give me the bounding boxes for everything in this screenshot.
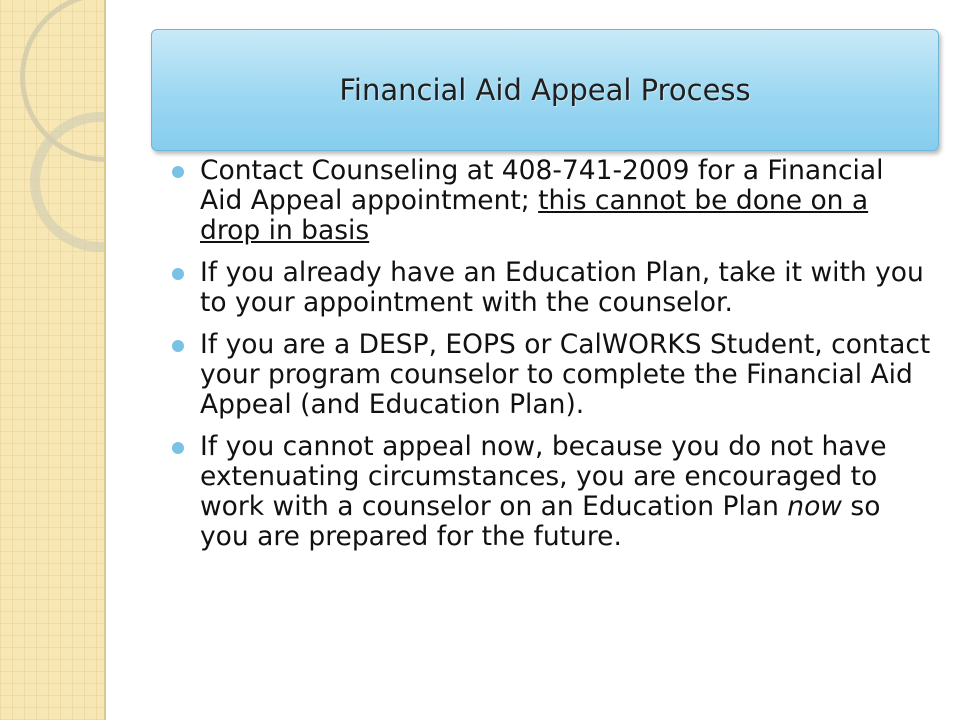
bullet-text: If you cannot appeal now, because you do not have extenuating circumstances, you are encouraged to work with a counselor on an Education Plan (200, 431, 887, 522)
bullet-text: If you already have an Education Plan, take it with you to your appointment with the counselor. (200, 257, 924, 318)
bullet-dot-icon (172, 442, 184, 454)
bullet-item-education-plan (172, 258, 932, 318)
bullet-text: If you are a DESP, EOPS or CalWORKS Student, contact your program counselor to complete the Financial Aid Appeal (and Education Plan). (200, 329, 931, 420)
bullet-dot-icon (172, 268, 184, 280)
bullet-text: so you are prepared for the future. (200, 491, 881, 552)
bullet-item-contact-counseling (172, 156, 932, 246)
bullet-emphasis-text: now (787, 491, 842, 522)
bullet-dot-icon (172, 340, 184, 352)
title-banner (151, 29, 939, 151)
bullet-dot-icon (172, 166, 184, 178)
bullet-underlined-text: this cannot be done on a drop in basis (200, 185, 869, 246)
bullet-item-program-counselor (172, 330, 932, 420)
slide-title: Financial Aid Appeal Process (339, 73, 751, 107)
bullet-list (172, 156, 932, 564)
bullet-text: Contact Counseling at 408-741-2009 for a Financial Aid Appeal appointment; (200, 155, 884, 216)
decorative-side-strip (0, 0, 106, 720)
bullet-item-cannot-appeal (172, 432, 932, 552)
